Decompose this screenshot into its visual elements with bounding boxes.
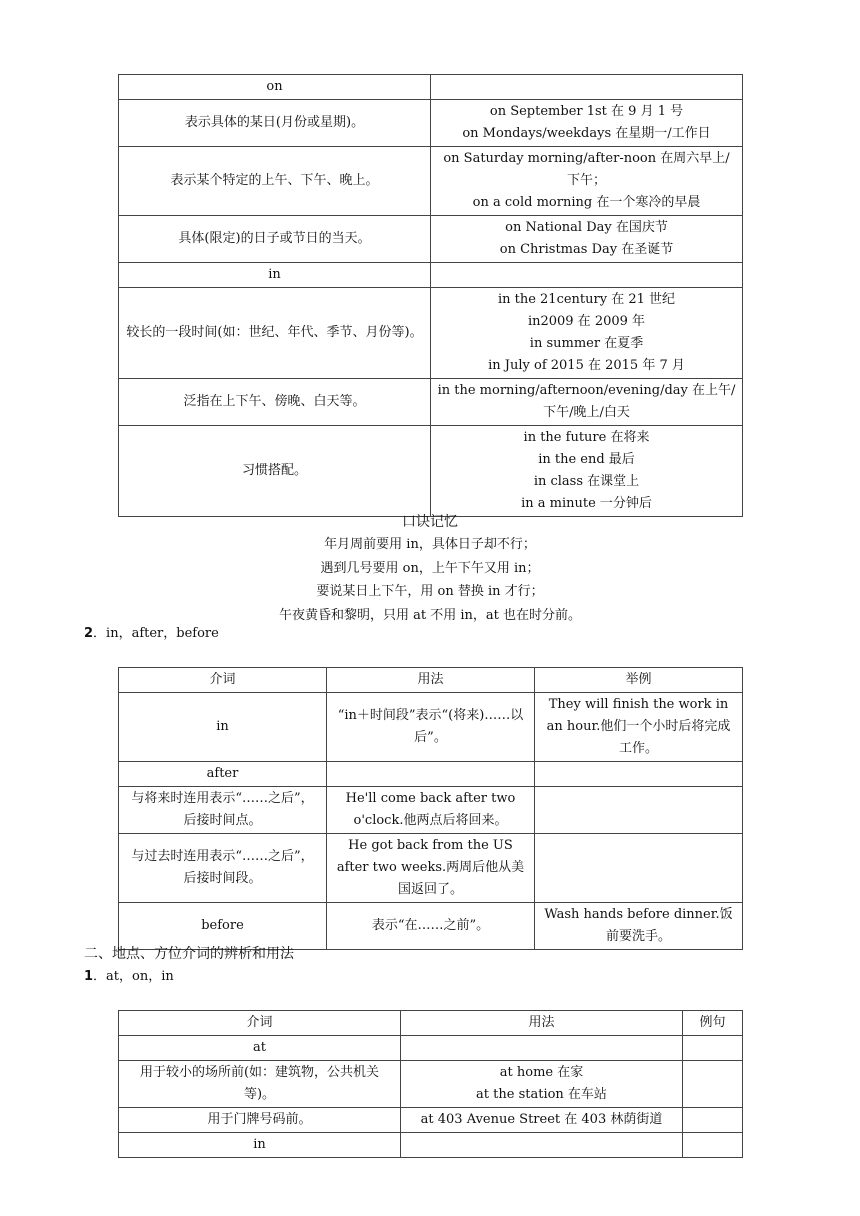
example-line: on September 1st 在 9 月 1 号 xyxy=(489,104,684,119)
table-cell: Wash hands before dinner.饭前要洗手。 xyxy=(535,903,743,950)
table-row xyxy=(119,263,743,288)
example-cell xyxy=(431,288,743,379)
table-row xyxy=(119,379,743,426)
table-cell xyxy=(683,1133,743,1158)
table-cell xyxy=(683,1108,743,1133)
usage-cell: 习惯搭配。 xyxy=(119,426,431,517)
mnemonic-line: 遇到几号要用 on，上午下午又用 in； xyxy=(320,560,540,576)
table-row xyxy=(119,1133,743,1158)
table-cell: before xyxy=(119,903,327,950)
table-cell xyxy=(401,1133,683,1158)
example-line: in July of 2015 在 2015 年 7 月 xyxy=(488,358,685,373)
usage-cell: 表示具体的某日(月份或星期)。 xyxy=(119,100,431,147)
table-row xyxy=(119,787,743,834)
example-cell xyxy=(431,216,743,263)
table-row xyxy=(119,288,743,379)
example-cell xyxy=(431,379,743,426)
column-header: 介词 xyxy=(119,1011,401,1036)
table-cell xyxy=(535,834,743,903)
table-cell: at home 在家 at the station 在车站 xyxy=(401,1061,683,1108)
header-row xyxy=(119,668,743,693)
example-line: in class 在课堂上 xyxy=(533,474,640,489)
place-prepositions-table xyxy=(118,1010,743,1158)
table-row xyxy=(119,834,743,903)
table-cell: 表示“在……之前”。 xyxy=(327,903,535,950)
example-line: in the future 在将来 xyxy=(523,430,650,445)
table-row xyxy=(119,216,743,263)
usage-cell: 具体(限定)的日子或节日的当天。 xyxy=(119,216,431,263)
table-row xyxy=(119,693,743,762)
section-number: 1 xyxy=(84,969,94,984)
example-line: in a minute 一分钟后 xyxy=(521,496,652,511)
example-line: on Saturday morning/after-noon 在周六早上/下午； xyxy=(443,151,730,188)
table-row xyxy=(119,1108,743,1133)
column-header: 用法 xyxy=(401,1011,683,1036)
mnemonic-line: 要说某日上下午，用 on 替换 in 才行； xyxy=(316,584,544,599)
column-header: 例句 xyxy=(683,1011,743,1036)
example-line: in summer 在夏季 xyxy=(529,336,644,351)
usage-cell: 较长的一段时间(如：世纪、年代、季节、月份等)。 xyxy=(119,288,431,379)
table-cell: in xyxy=(119,1133,401,1158)
column-header: 用法 xyxy=(327,668,535,693)
example-line: in the morning/afternoon/evening/day 在上午/下午/晚上/白天 xyxy=(437,383,736,420)
table-cell: at 403 Avenue Street 在 403 林荫街道 xyxy=(401,1108,683,1133)
example-line: on Christmas Day 在圣诞节 xyxy=(499,242,674,257)
table-row xyxy=(119,147,743,216)
table-cell: He got back from the US after two weeks.两周后他从美国返回了。 xyxy=(327,834,535,903)
table-cell: in xyxy=(119,693,327,762)
header-row xyxy=(119,1011,743,1036)
section-heading-at-on-in xyxy=(84,967,174,987)
table-row xyxy=(119,1061,743,1108)
usage-cell: 泛指在上下午、傍晚、白天等。 xyxy=(119,379,431,426)
example-line: on Mondays/weekdays 在星期一/工作日 xyxy=(462,126,711,141)
usage-cell: on xyxy=(119,75,431,100)
mnemonic-lines xyxy=(0,533,860,627)
example-cell xyxy=(431,147,743,216)
in-after-before-table xyxy=(118,667,743,950)
table-cell xyxy=(683,1036,743,1061)
table-cell xyxy=(683,1061,743,1108)
mnemonic-line: 午夜黄昏和黎明，只用 at 不用 in，at 也在时分前。 xyxy=(278,607,581,623)
time-prepositions-table xyxy=(118,74,743,517)
table-row xyxy=(119,1036,743,1061)
table-cell: He'll come back after two o'clock.他两点后将回来。 xyxy=(327,787,535,834)
example-line: in2009 在 2009 年 xyxy=(527,314,646,329)
table-row xyxy=(119,762,743,787)
table-cell xyxy=(401,1036,683,1061)
example-line: in the 21century 在 21 世纪 xyxy=(497,292,676,307)
example-cell xyxy=(431,100,743,147)
example-line: on a cold morning 在一个寒冷的早晨 xyxy=(472,195,701,210)
section-heading-in-after-before xyxy=(84,624,219,644)
example-line: on National Day 在国庆节 xyxy=(505,220,668,235)
column-header: 介词 xyxy=(119,668,327,693)
table-cell: 与将来时连用表示“……之后”，后接时间点。 xyxy=(119,787,327,834)
section-title: ．at，on，in xyxy=(93,969,174,984)
mnemonic-title: 口诀记忆 xyxy=(402,514,458,530)
table-cell xyxy=(535,787,743,834)
table-cell: at xyxy=(119,1036,401,1061)
example-line: in the end 最后 xyxy=(538,452,635,467)
column-header: 举例 xyxy=(535,668,743,693)
table-row xyxy=(119,903,743,950)
example-cell xyxy=(431,426,743,517)
table-cell: 用于较小的场所前(如：建筑物，公共机关等)。 xyxy=(119,1061,401,1108)
table-row xyxy=(119,75,743,100)
usage-cell: in xyxy=(119,263,431,288)
section-number: 2 xyxy=(84,626,94,641)
table-cell xyxy=(327,762,535,787)
table-row xyxy=(119,426,743,517)
table-cell: They will finish the work in an hour.他们一个小时后将完成工作。 xyxy=(535,693,743,762)
part-two-heading: 二、地点、方位介词的辨析和用法 xyxy=(84,946,294,962)
table-cell: “in＋时间段”表示“(将来)……以后”。 xyxy=(327,693,535,762)
table-cell: 用于门牌号码前。 xyxy=(119,1108,401,1133)
usage-cell: 表示某个特定的上午、下午、晚上。 xyxy=(119,147,431,216)
table-cell: after xyxy=(119,762,327,787)
example-cell xyxy=(431,263,743,288)
mnemonic-line: 年月周前要用 in，具体日子却不行； xyxy=(324,537,536,552)
table-cell xyxy=(535,762,743,787)
example-cell xyxy=(431,75,743,100)
table-row xyxy=(119,100,743,147)
table-cell: 与过去时连用表示“……之后”，后接时间段。 xyxy=(119,834,327,903)
section-title: ．in，after，before xyxy=(93,626,219,641)
